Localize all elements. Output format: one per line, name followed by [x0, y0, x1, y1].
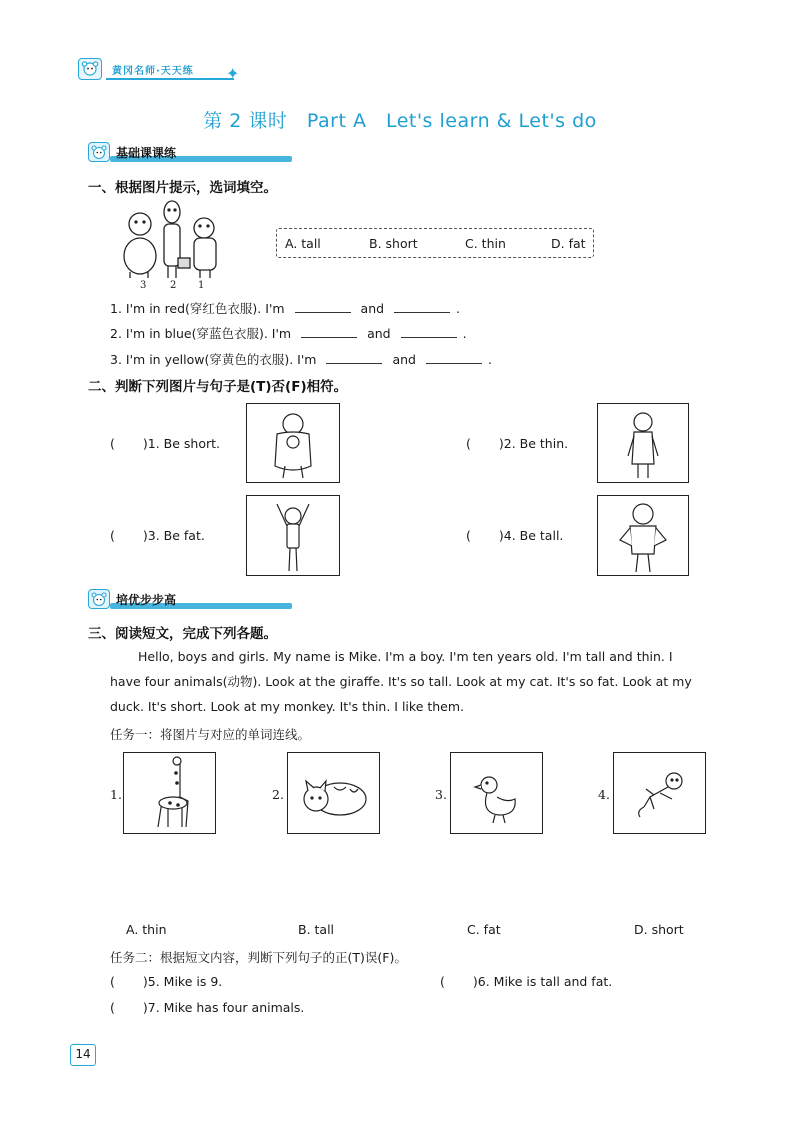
answer-blank[interactable]: [301, 326, 357, 338]
line-prompt: I'm in red(穿红色衣服). I'm: [125, 301, 285, 316]
section-label: 培优步步高: [116, 593, 177, 607]
question-3-title: 三、阅读短文，完成下列各题。: [88, 626, 277, 642]
three-people-illustration: [116, 198, 236, 278]
word-option-b: B. tall: [298, 922, 335, 937]
fill-line-1: [110, 299, 460, 317]
period: .: [487, 352, 492, 367]
item-text: )5. Mike is 9.: [142, 974, 223, 989]
picture-cat: [287, 752, 380, 834]
picture-short-kid: [246, 403, 340, 483]
bear-icon: [88, 589, 110, 609]
item-text: )7. Mike has four animals.: [142, 1000, 305, 1015]
section-label: 基础课课练: [116, 146, 177, 160]
word-options-box: [276, 228, 594, 258]
brand-underline: [106, 78, 234, 80]
line-prompt: I'm in yellow(穿黄色的衣服). I'm: [125, 352, 317, 367]
open-paren: (: [440, 974, 445, 989]
line-prompt: I'm in blue(穿蓝色衣服). I'm: [125, 326, 292, 341]
open-paren: (: [110, 528, 115, 543]
item-text: )6. Mike is tall and fat.: [472, 974, 613, 989]
judge-item-5: [110, 974, 222, 989]
word-option-c: C. fat: [467, 922, 501, 937]
sparkle-icon: ✦: [226, 64, 240, 83]
period: .: [462, 326, 467, 341]
and-word: and: [360, 301, 385, 316]
fill-line-3: [110, 350, 492, 368]
task-1-title: 任务一：将图片与对应的单词连线。: [110, 727, 311, 742]
answer-blank[interactable]: [394, 301, 450, 313]
picture-duck: [450, 752, 543, 834]
pic-number-1: 1.: [110, 787, 122, 802]
bear-icon: [88, 142, 110, 162]
judge-item-4: [466, 528, 563, 543]
question-2-title: 二、判断下列图片与句子是(T)否(F)相符。: [88, 379, 348, 395]
page-number: 14: [70, 1044, 96, 1066]
brand-header: [78, 58, 248, 82]
and-word: and: [367, 326, 391, 341]
picture-monkey: [613, 752, 706, 834]
pic-number-4: 4.: [598, 787, 610, 802]
bear-logo-icon: [78, 58, 102, 80]
option-a: A. tall: [285, 236, 321, 251]
line-number: 1.: [110, 301, 122, 316]
word-option-d: D. short: [634, 922, 684, 937]
judge-item-6: [440, 974, 612, 989]
figure-number-1: 1: [198, 280, 205, 291]
figure-number-3: 3: [140, 280, 147, 291]
item-text: )4. Be tall.: [498, 528, 564, 543]
reading-passage: [110, 644, 700, 719]
judge-item-2: [466, 436, 568, 451]
fill-line-2: [110, 324, 467, 342]
task-2-title: 任务二：根据短文内容，判断下列句子的正(T)误(F)。: [110, 950, 407, 965]
item-text: )3. Be fat.: [142, 528, 205, 543]
open-paren: (: [110, 436, 115, 451]
item-text: )1. Be short.: [142, 436, 221, 451]
section-tag-advanced: [88, 589, 298, 609]
line-number: 2.: [110, 326, 122, 341]
open-paren: (: [110, 1000, 115, 1015]
option-b: B. short: [369, 236, 418, 251]
picture-arms-up-kid: [246, 495, 340, 576]
line-number: 3.: [110, 352, 122, 367]
passage-text: Hello, boys and girls. My name is Mike. I'm a boy. I'm ten years old. I'm tall and thin. I have four animals(动物). Look at the giraffe. It's so tall. Look at my cat. It's so fat. Look at my duck. It's short. Look at my monkey. It's thin. I like them.: [110, 649, 692, 714]
question-1-title: 一、根据图片提示，选词填空。: [88, 180, 277, 196]
open-paren: (: [110, 974, 115, 989]
answer-blank[interactable]: [401, 326, 457, 338]
answer-blank[interactable]: [326, 352, 382, 364]
pic-number-2: 2.: [272, 787, 284, 802]
and-word: and: [392, 352, 416, 367]
period: .: [456, 301, 461, 316]
option-c: C. thin: [465, 236, 506, 251]
pic-number-3: 3.: [435, 787, 447, 802]
answer-blank[interactable]: [426, 352, 482, 364]
option-d: D. fat: [551, 236, 586, 251]
judge-item-7: [110, 1000, 304, 1015]
answer-blank[interactable]: [295, 301, 351, 313]
judge-item-1: [110, 436, 220, 451]
brand-text: 黄冈名师·天天练: [112, 66, 194, 77]
page-title: 第 2 课时 Part A Let's learn & Let's do: [203, 110, 597, 132]
picture-giraffe: [123, 752, 216, 834]
open-paren: (: [466, 436, 471, 451]
item-text: )2. Be thin.: [498, 436, 569, 451]
picture-hands-on-hips-boy: [597, 495, 689, 576]
figure-number-2: 2: [170, 280, 177, 291]
word-option-a: A. thin: [126, 922, 167, 937]
section-tag-basic: [88, 142, 298, 162]
picture-thin-girl: [597, 403, 689, 483]
open-paren: (: [466, 528, 471, 543]
judge-item-3: [110, 528, 205, 543]
